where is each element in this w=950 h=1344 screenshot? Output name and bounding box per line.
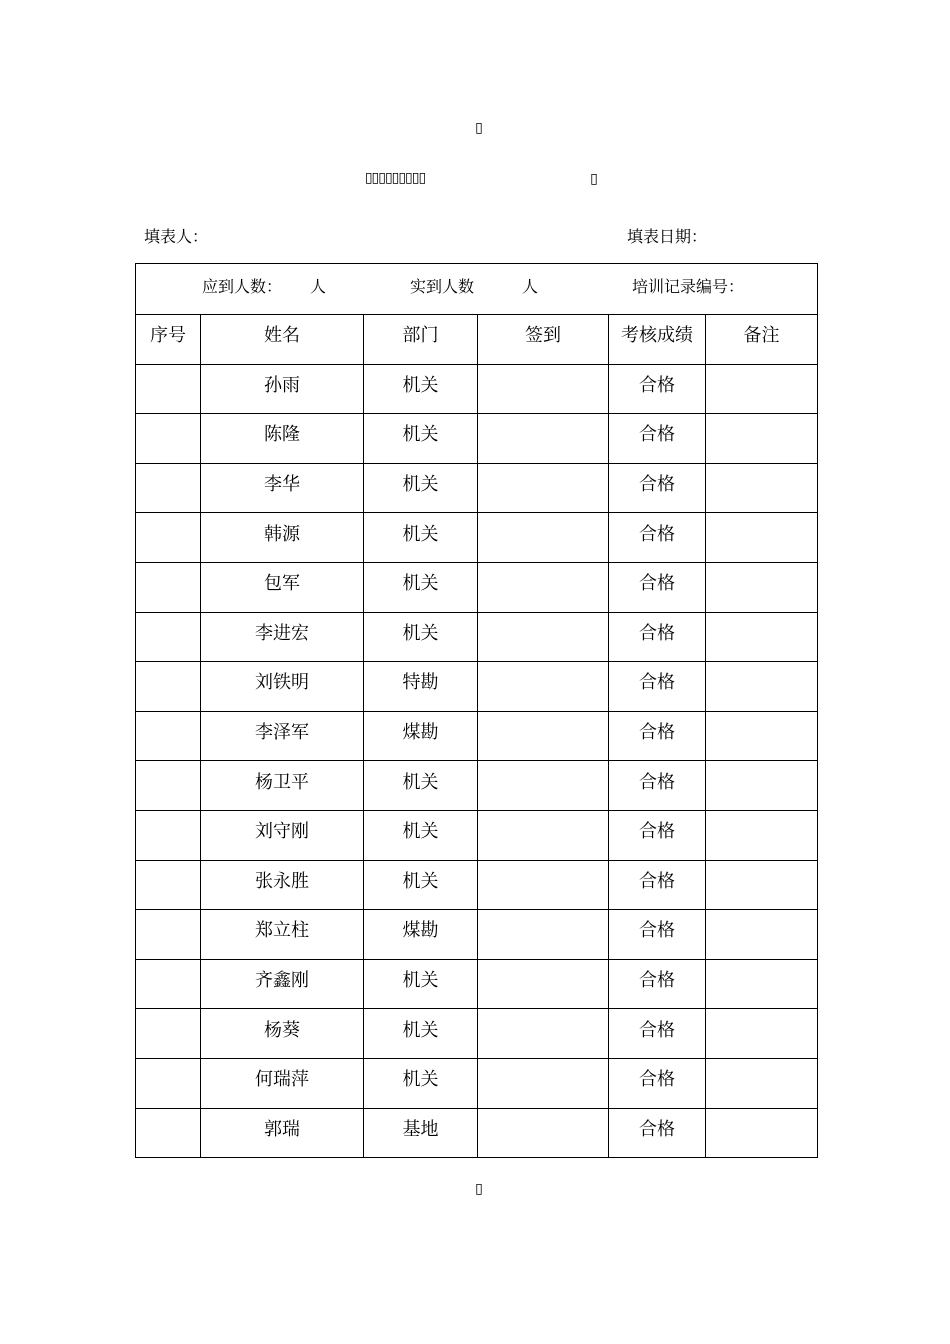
row-score-cell: 合格 [609, 711, 706, 761]
table-row [136, 860, 818, 910]
expected-count-unit: 人 [310, 277, 327, 296]
training-record-number-label: 培训记录编号： [632, 277, 745, 296]
expected-count-label: 应到人数： [202, 277, 283, 296]
row-score-cell: 合格 [609, 1058, 706, 1108]
row-name-cell: 李华 [201, 463, 364, 513]
row-name-cell: 杨葵 [201, 1009, 364, 1059]
row-name-cell: 韩源 [201, 513, 364, 563]
document-title: ▯▯▯▯▯▯▯▯▯ [364, 170, 426, 186]
row-score-cell: 合格 [609, 364, 706, 414]
row-department-cell: 机关 [364, 513, 478, 563]
row-name-cell: 李进宏 [201, 612, 364, 662]
row-index-cell [136, 364, 201, 414]
row-score-cell: 合格 [609, 959, 706, 1009]
row-note-cell [706, 959, 818, 1009]
row-note-cell [706, 364, 818, 414]
row-sign-in-cell [478, 910, 609, 960]
row-index-cell [136, 959, 201, 1009]
summary-row [136, 264, 818, 315]
row-index-cell [136, 1058, 201, 1108]
row-department-cell: 基地 [364, 1108, 478, 1158]
row-score-cell: 合格 [609, 1009, 706, 1059]
row-sign-in-cell [478, 513, 609, 563]
column-header-row [136, 315, 818, 365]
row-index-cell [136, 612, 201, 662]
row-sign-in-cell [478, 761, 609, 811]
table-row [136, 810, 818, 860]
row-sign-in-cell [478, 364, 609, 414]
title-side-glyph: ▯ [590, 171, 598, 187]
row-sign-in-cell [478, 810, 609, 860]
row-sign-in-cell [478, 1009, 609, 1059]
row-note-cell [706, 711, 818, 761]
row-department-cell: 机关 [364, 810, 478, 860]
table-row [136, 761, 818, 811]
training-record-table [135, 263, 818, 1158]
top-placeholder-glyph: ▯ [475, 120, 483, 136]
table-row [136, 463, 818, 513]
table-row [136, 959, 818, 1009]
row-sign-in-cell [478, 959, 609, 1009]
row-name-cell: 孙雨 [201, 364, 364, 414]
row-name-cell: 李泽军 [201, 711, 364, 761]
row-index-cell [136, 761, 201, 811]
actual-count-unit: 人 [522, 277, 539, 296]
row-note-cell [706, 1058, 818, 1108]
row-name-cell: 刘守刚 [201, 810, 364, 860]
column-header-name: 姓名 [201, 315, 364, 365]
column-header-sign-in: 签到 [478, 315, 609, 365]
row-score-cell: 合格 [609, 463, 706, 513]
summary-cell [136, 264, 818, 315]
row-index-cell [136, 810, 201, 860]
row-department-cell: 机关 [364, 1058, 478, 1108]
row-sign-in-cell [478, 1108, 609, 1158]
row-index-cell [136, 463, 201, 513]
row-score-cell: 合格 [609, 860, 706, 910]
row-department-cell: 机关 [364, 959, 478, 1009]
row-sign-in-cell [478, 414, 609, 464]
row-score-cell: 合格 [609, 761, 706, 811]
row-note-cell [706, 1009, 818, 1059]
table-row [136, 562, 818, 612]
row-score-cell: 合格 [609, 810, 706, 860]
row-department-cell: 机关 [364, 463, 478, 513]
row-name-cell: 郭瑞 [201, 1108, 364, 1158]
filler-label: 填表人： [144, 227, 209, 246]
row-note-cell [706, 1108, 818, 1158]
row-name-cell: 包军 [201, 562, 364, 612]
row-department-cell: 煤勘 [364, 711, 478, 761]
table-row [136, 1058, 818, 1108]
row-score-cell: 合格 [609, 612, 706, 662]
row-department-cell: 机关 [364, 860, 478, 910]
row-index-cell [136, 513, 201, 563]
row-name-cell: 杨卫平 [201, 761, 364, 811]
row-name-cell: 陈隆 [201, 414, 364, 464]
column-header-note: 备注 [706, 315, 818, 365]
column-header-department: 部门 [364, 315, 478, 365]
row-note-cell [706, 860, 818, 910]
row-note-cell [706, 612, 818, 662]
table-row [136, 910, 818, 960]
row-score-cell: 合格 [609, 562, 706, 612]
table-row [136, 414, 818, 464]
row-score-cell: 合格 [609, 910, 706, 960]
column-header-index: 序号 [136, 315, 201, 365]
row-note-cell [706, 761, 818, 811]
row-note-cell [706, 562, 818, 612]
bottom-placeholder-glyph: ▯ [475, 1181, 483, 1197]
row-index-cell [136, 1108, 201, 1158]
table-row [136, 1108, 818, 1158]
row-note-cell [706, 910, 818, 960]
row-department-cell: 机关 [364, 414, 478, 464]
row-score-cell: 合格 [609, 1108, 706, 1158]
row-sign-in-cell [478, 860, 609, 910]
row-score-cell: 合格 [609, 513, 706, 563]
table-row [136, 662, 818, 712]
row-note-cell [706, 463, 818, 513]
row-name-cell: 刘铁明 [201, 662, 364, 712]
row-score-cell: 合格 [609, 414, 706, 464]
table-row [136, 513, 818, 563]
column-header-score: 考核成绩 [609, 315, 706, 365]
row-department-cell: 机关 [364, 1009, 478, 1059]
row-sign-in-cell [478, 711, 609, 761]
row-note-cell [706, 513, 818, 563]
row-sign-in-cell [478, 463, 609, 513]
row-name-cell: 齐鑫刚 [201, 959, 364, 1009]
row-index-cell [136, 860, 201, 910]
row-note-cell [706, 414, 818, 464]
row-name-cell: 何瑞萍 [201, 1058, 364, 1108]
row-index-cell [136, 562, 201, 612]
fill-date-label: 填表日期： [627, 227, 708, 246]
row-sign-in-cell [478, 562, 609, 612]
row-index-cell [136, 711, 201, 761]
table-row [136, 1009, 818, 1059]
row-index-cell [136, 1009, 201, 1059]
row-index-cell [136, 910, 201, 960]
row-note-cell [706, 662, 818, 712]
row-sign-in-cell [478, 662, 609, 712]
row-department-cell: 煤勘 [364, 910, 478, 960]
row-index-cell [136, 662, 201, 712]
row-department-cell: 机关 [364, 761, 478, 811]
row-index-cell [136, 414, 201, 464]
table-row [136, 612, 818, 662]
row-department-cell: 机关 [364, 612, 478, 662]
row-name-cell: 张永胜 [201, 860, 364, 910]
row-department-cell: 特勘 [364, 662, 478, 712]
row-department-cell: 机关 [364, 364, 478, 414]
actual-count-label: 实到人数 [410, 277, 475, 296]
table-row [136, 364, 818, 414]
table-row [136, 711, 818, 761]
row-department-cell: 机关 [364, 562, 478, 612]
row-sign-in-cell [478, 1058, 609, 1108]
row-name-cell: 郑立柱 [201, 910, 364, 960]
row-sign-in-cell [478, 612, 609, 662]
row-score-cell: 合格 [609, 662, 706, 712]
row-note-cell [706, 810, 818, 860]
